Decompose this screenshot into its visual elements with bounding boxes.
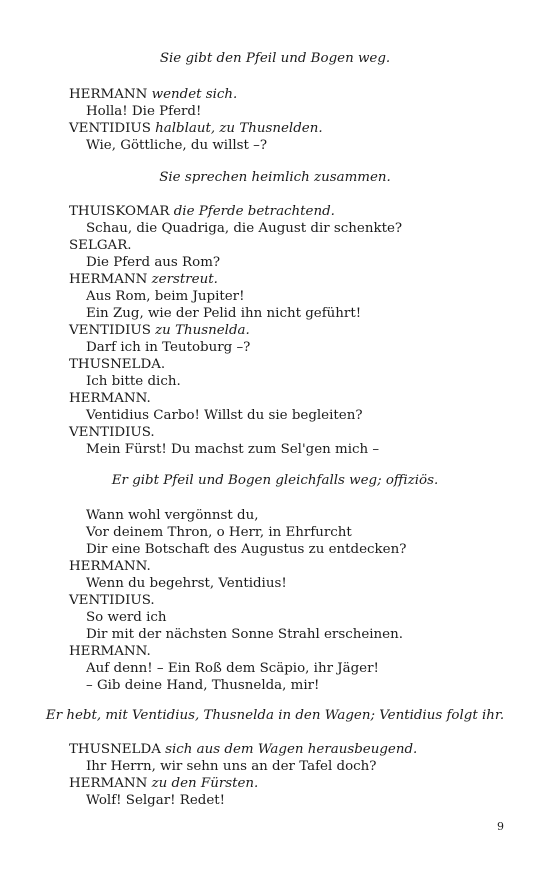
speaker-name: THUSNELDA. [69,357,166,372]
speaker-name: THUSNELDA [69,742,161,757]
verse-line: Vor deinem Thron, o Herr, in Ehrfurcht [86,525,352,540]
verse-line: Schau, die Quadriga, die August dir schenkte? [86,221,403,236]
speaker-line [69,390,151,407]
verse-line: Ihr Herrn, wir sehn uns an der Tafel doch? [86,759,377,774]
speaker-direction: sich aus dem Wagen herausbeugend. [160,742,418,757]
speaker-direction: zerstreut. [147,272,218,287]
speaker-name: HERMANN. [69,391,151,406]
speaker-line [69,237,132,254]
verse-line: Die Pferd aus Rom? [86,255,221,270]
speaker-name: HERMANN [69,87,148,102]
stage-direction: Sie gibt den Pfeil und Bogen weg. [159,51,391,66]
verse-line: Darf ich in Teutoburg –? [86,340,251,355]
verse-line: Holla! Die Pferd! [86,104,202,119]
speaker-name: VENTIDIUS [69,323,151,338]
speaker-line [69,271,218,288]
stage-direction: Sie sprechen heimlich zusammen. [159,170,391,185]
verse-line: – Gib deine Hand, Thusnelda, mir! [86,678,320,693]
speaker-name: HERMANN. [69,644,151,659]
verse-line: Mein Fürst! Du machst zum Sel'gen mich – [86,442,380,457]
speaker-line [69,322,250,339]
speaker-name: HERMANN. [69,559,151,574]
speaker-direction: die Pferde betrachtend. [169,204,335,219]
speaker-direction: halblaut, zu Thusnelden. [150,121,323,136]
verse-line: Wolf! Selgar! Redet! [86,793,226,808]
speaker-name: SELGAR. [69,238,132,253]
speaker-line [69,592,155,609]
speaker-direction: zu Thusnelda. [150,323,250,338]
speaker-name: THUISKOMAR [69,204,170,219]
speaker-direction: wendet sich. [147,87,238,102]
verse-line: Wann wohl vergönnst du, [86,508,259,523]
speaker-line [69,86,237,103]
speaker-line [69,203,335,220]
verse-line: Dir mit der nächsten Sonne Strahl erscheinen. [86,627,403,642]
speaker-line [69,424,155,441]
speaker-name: HERMANN [69,776,148,791]
stage-direction: Er gibt Pfeil und Bogen gleichfalls weg; offiziös. [111,473,439,488]
speaker-name: HERMANN [69,272,148,287]
speaker-name: VENTIDIUS [69,121,151,136]
verse-line: So werd ich [86,610,167,625]
speaker-line [69,775,258,792]
speaker-line [69,558,151,575]
verse-line: Wie, Göttliche, du willst –? [86,138,268,153]
verse-line: Ein Zug, wie der Pelid ihn nicht geführt! [86,306,362,321]
stage-direction: Er hebt, mit Ventidius, Thusnelda in den Wagen; Ventidius folgt ihr. [45,708,505,723]
speaker-direction: zu den Fürsten. [147,776,259,791]
speaker-name: VENTIDIUS. [69,425,155,440]
speaker-line [69,120,323,137]
verse-line: Auf denn! – Ein Roß dem Scäpio, ihr Jäger! [86,661,379,676]
speaker-line [69,643,151,660]
verse-line: Wenn du begehrst, Ventidius! [86,576,287,591]
verse-line: Dir eine Botschaft des Augustus zu entdecken? [86,542,407,557]
speaker-name: VENTIDIUS. [69,593,155,608]
page-number: 9 [497,820,504,833]
verse-line: Aus Rom, beim Jupiter! [86,289,245,304]
speaker-line [69,741,417,758]
verse-line: Ventidius Carbo! Willst du sie begleiten? [86,408,363,423]
verse-line: Ich bitte dich. [86,374,181,389]
speaker-line [69,356,165,373]
